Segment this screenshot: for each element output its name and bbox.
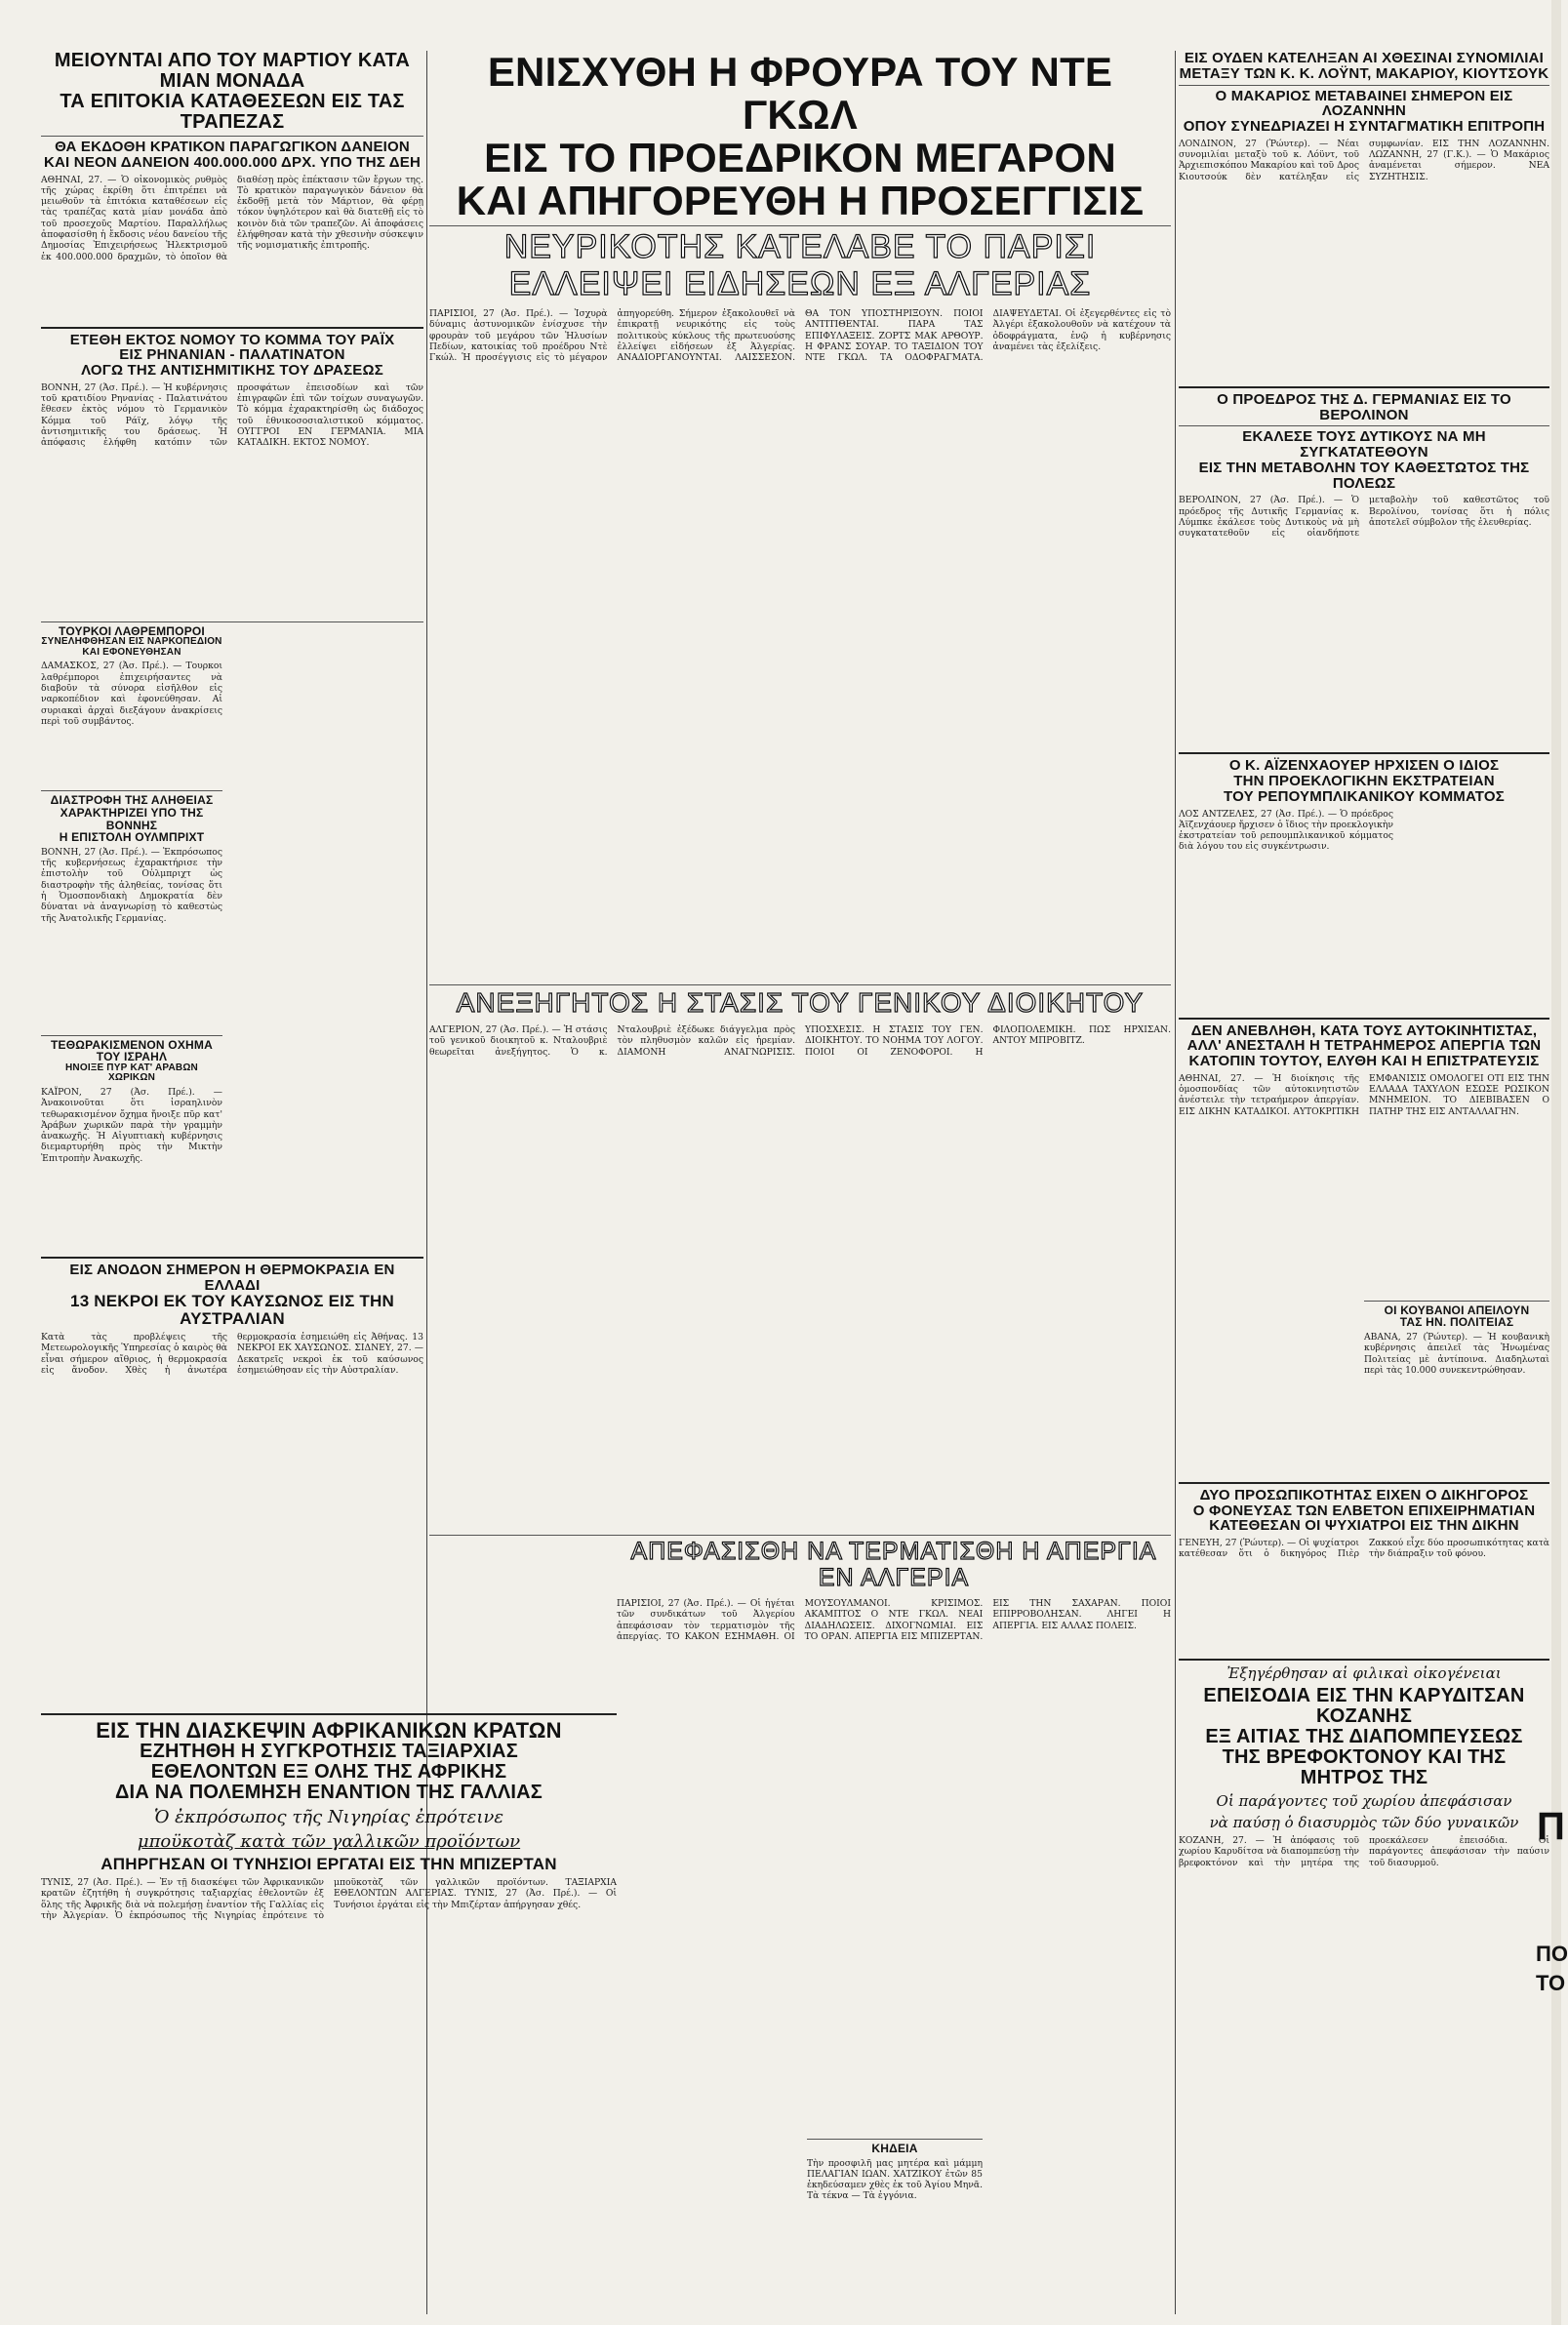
divider [429, 984, 1171, 985]
headline: Ο Κ. ΑΪΖΕΝΧΑΟΥΕΡ ΗΡΧΙΣΕΝ Ο ΙΔΙΟΣ [1228, 757, 1500, 775]
outline-headline: ΑΝΕΞΗΓΗΤΟΣ Η ΣΤΑΣΙΣ ΤΟΥ ΓΕΝΙΚΟΥ ΔΙΟΙΚΗΤΟΥ [456, 987, 1145, 1019]
article-body: ΚΟΖΑΝΗ, 27. — Ἡ ἀπόφασις τοῦ χωρίου Καρυδίτσα νὰ διαπομπεύσῃ τὴν βρεφοκτόνον καὶ τὴν μητέρα της προεκάλεσεν ἐπεισόδια. Οἱ παράγοντες ἀπεφάσισαν τὴν παύσιν τοῦ διασυρμοῦ. [1179, 1835, 1549, 1868]
article-reich-party [41, 333, 423, 619]
subheadline: Ὁ ἐκπρόσωπος τῆς Νιγηρίας ἐπρότεινε [153, 1807, 503, 1828]
center-column [429, 51, 1171, 2285]
headline: ΛΟΓΩ ΤΗΣ ΑΝΤΙΣΗΜΙΤΙΚΗΣ ΤΟΥ ΔΡΑΣΕΩΣ [81, 362, 383, 379]
article-lawyer [1179, 1488, 1549, 1655]
main-headline: ΚΑΙ ΑΠΗΓΟΡΕΥΘΗ Η ΠΡΟΣΕΓΓΙΣΙΣ [456, 178, 1145, 224]
headline: ΔΙΑΣΤΡΟΦΗ ΤΗΣ ΑΛΗΘΕΙΑΣ ΧΑΡΑΚΤΗΡΙΖΕΙ ΥΠΟ ΤΗΣ ΒΟΝΝΗΣ [50, 793, 214, 832]
article-berlin [1179, 392, 1549, 749]
article-body: ΑΒΑΝΑ, 27 (Ῥώυτερ). — Ἡ κουβανικὴ κυβέρνησις ἀπειλεῖ τὰς Ἡνωμένας Πολιτείας μὲ ἀντίποινα. Διαδηλωταὶ περὶ τὰς 10.000 συνεκεντρώθησαν. [1364, 1331, 1549, 1376]
divider [1179, 1659, 1549, 1661]
headline: ΔΕΝ ΑΝΕΒΛΗΘΗ, ΚΑΤΑ ΤΟΥΣ ΑΥΤΟΚΙΝΗΤΙΣΤΑΣ, [1190, 1022, 1538, 1039]
article-body: ΛΟΣ ΑΝΤΖΕΛΕΣ, 27 (Ἀσ. Πρέ.). — Ὁ πρόεδρος Ἀϊζενχάουερ ἤρχισεν ὁ ἴδιος τὴν προεκλογικὴν ἐκστρατείαν τοῦ ρεπουμπλικανικοῦ κόμματος διὰ λόγου του εἰς συγκέντρωσιν. [1179, 808, 1393, 853]
article-kozani [1179, 1664, 1549, 2128]
headline: ΤΑ ΕΠΙΤΟΚΙΑ ΚΑΤΑΘΕΣΕΩΝ ΕΙΣ ΤΑΣ ΤΡΑΠΕΖΑΣ [60, 91, 405, 133]
subheadline: ΑΠΗΡΓΗΣΑΝ ΟΙ ΤΥΝΗΣΙΟΙ ΕΡΓΑΤΑΙ ΕΙΣ ΤΗΝ ΜΠΙΖΕΡΤΑΝ [101, 1855, 557, 1874]
divider [1179, 85, 1549, 86]
headline: ΕΙΣ ΤΗΝ ΔΙΑΣΚΕΨΙΝ ΑΦΡΙΚΑΝΙΚΩΝ ΚΡΑΤΩΝ [96, 1718, 562, 1743]
edge-letter: ΠΟ [1536, 1942, 1568, 1966]
article-body: ΠΑΡΙΣΙΟΙ, 27 (Ἀσ. Πρέ.). — Οἱ ἡγέται τῶν συνδικάτων τοῦ Ἀλγερίου ἀπεφάσισαν τὸν τερματισμὸν τῆς ἀπεργίας. ΤΟ ΚΑΚΟΝ ΕΣΗΜΑΘΗ. ΟΙ ΜΟΥΣΟΥΛΜΑΝΟΙ. ΚΡΙΣΙΜΟΣ. ΑΚΑΜΠΤΟΣ Ο ΝΤΕ ΓΚΩΛ. ΝΕΑΙ ΔΙΑΔΗΛΩΣΕΙΣ. ΔΙΧΟΓΝΩΜΙΑΙ. ΕΙΣ ΤΟ ΟΡΑΝ. ΑΠΕΡΓΙΑ ΕΙΣ ΜΠΙΖΕΡΤΑΝ. ΕΙΣ ΤΗΝ ΣΑΧΑΡΑΝ. ΠΟΙΟΙ ΕΠΙΡΡΟΒΟΛΗΣΑΝ. ΛΗΓΕΙ Η ΑΠΕΡΓΙΑ. ΕΙΣ ΑΛΛΑΣ ΠΟΛΕΙΣ. [617, 1597, 1171, 1642]
divider [1179, 386, 1549, 388]
article-body: ΚΑΪΡΟΝ, 27 (Ἀσ. Πρέ.). — Ἀνακοινοῦται ὅτι ἰσραηλινὸν τεθωρακισμένον ὄχημα ἤνοιξε πῦρ κατ' Ἀράβων χωρικῶν παρὰ τὴν γραμμὴν ἀνακωχῆς. Ἡ Αἰγυπτιακὴ κυβέρνησις διεμαρτυρήθη πρὸς τὴν Μικτὴν Ἐπιτροπὴν Ἀνακωχῆς. [41, 1086, 222, 1164]
edge-letter: ΤΟ [1536, 1971, 1566, 1995]
main-headline: ΕΝΙΣΧΥΘΗ Η ΦΡΟΥΡΑ ΤΟΥ ΝΤΕ ΓΚΩΛ [487, 49, 1113, 139]
subheadline: ΘΑ ΕΚΔΟΘΗ ΚΡΑΤΙΚΟΝ ΠΑΡΑΓΩΓΙΚΟΝ ΔΑΝΕΙΟΝ [55, 139, 410, 155]
divider [41, 790, 222, 791]
outline-headline: ΝΕΥΡΙΚΟΤΗΣ ΚΑΤΕΛΑΒΕ ΤΟ ΠΑΡΙΣΙ [503, 228, 1097, 266]
headline: ΕΠΕΙΣΟΔΙΑ ΕΙΣ ΤΗΝ ΚΑΡΥΔΙΤΣΑΝ ΚΟΖΑΝΗΣ [1203, 1685, 1525, 1728]
article-body: ΒΟΝΝΗ, 27 (Ἀσ. Πρέ.). — Ἡ κυβέρνησις τοῦ κρατιδίου Ρηνανίας - Παλατινάτου ἔθεσεν ἐκτὸς νόμου τὸ Γερμανικὸν Κόμμα τοῦ Ράϊχ, λόγῳ τῆς ἀντισημιτικῆς του δράσεως. Ἡ ἀπόφασις ἐλήφθη κατόπιν τῶν προσφάτων ἐπεισοδίων καὶ τῶν ἐπιγραφῶν ἐπὶ τῶν τοίχων συναγωγῶν. Τὸ κόμμα ἐχαρακτηρίσθη ὡς διάδοχος τοῦ ἐθνικοσοσιαλιστικοῦ κόμματος. ΟΥΓΓΡΟΙ ΕΝ ΓΕΡΜΑΝΙΑ. ΜΙΑ ΚΑΤΑΔΙΚΗ. ΕΚΤΟΣ ΝΟΜΟΥ. [41, 381, 423, 449]
article-body: ΒΕΡΟΛΙΝΟΝ, 27 (Ἀσ. Πρέ.). — Ὁ πρόεδρος τῆς Δυτικῆς Γερμανίας κ. Λύμπκε ἐκάλεσε τοὺς Δυτικοὺς νὰ μὴ συγκατατεθοῦν εἰς οἱανδήποτε μεταβολὴν τοῦ καθεστῶτος τοῦ Βερολίνου, τονίσας ὅτι ἡ πόλις ἀποτελεῖ σύμβολον τῆς ἐλευθερίας. [1179, 495, 1549, 540]
divider [1364, 1301, 1549, 1302]
column-rule [1175, 51, 1176, 2314]
headline: ΤΟΥ ΡΕΠΟΥΜΠΛΙΚΑΝΙΚΟΥ ΚΟΜΜΑΤΟΣ [1224, 787, 1505, 805]
divider [41, 136, 423, 137]
article-drivers-strike [1179, 1023, 1549, 1298]
divider [807, 2139, 983, 2140]
subheadline: ΕΙΣ ΤΗΝ ΜΕΤΑΒΟΛΗΝ ΤΟΥ ΚΑΘΕΣΤΩΤΟΣ ΤΗΣ ΠΟΛΕΩΣ [1198, 459, 1530, 492]
article-eisenhower [1179, 758, 1549, 1013]
article-body: ΑΘΗΝΑΙ, 27. — Ἡ διοίκησις τῆς ὁμοσπονδίας τῶν αὐτοκινητιστῶν ἀνέστειλε τὴν τετραήμερον ἀπεργίαν. ΕΙΣ ΔΙΚΗΝ ΚΑΤΑΔΙΚΟΙ. ΑΥΤΟΚΡΙΤΙΚΗ ΕΜΦΑΝΙΣΙΣ ΟΜΟΛΟΓΕΙ ΟΤΙ ΕΙΣ ΤΗΝ ΕΛΛΑΔΑ ΤΑΧΥΛΟΝ ΕΣΩΣΕ ΡΩΣΙΚΟΝ ΜΝΗΜΕΙΟΝ. ΤΟ ΔΙΕΒΙΒΑΣΕΝ Ο ΠΑΤΗΡ ΤΗΣ ΕΙΣ ΑΝΤΑΛΛΑΓΗΝ. [1179, 1072, 1549, 1117]
article-interest-rates [41, 51, 423, 323]
subheadline: ΟΠΟΥ ΣΥΝΕΔΡΙΑΖΕΙ Η ΣΥΝΤΑΓΜΑΤΙΚΗ ΕΠΙΤΡΟΠΗ [1183, 118, 1546, 135]
headline: ΚΑΤΟΠΙΝ ΤΟΥΤΟΥ, ΕΛΥΘΗ ΚΑΙ Η ΕΠΙΣΤΡΑΤΕΥΣΙΣ [1188, 1053, 1540, 1069]
article-body: ΑΘΗΝΑΙ, 27. — Ὁ οἰκονομικὸς ρυθμὸς τῆς χώρας ἐκρίθη ὅτι ἐπιτρέπει νὰ μειωθοῦν τὰ ἐπιτόκια καταθέσεων εἰς τὰς τραπέζας κατὰ μίαν μονάδα ἀπὸ τοῦ προσεχοῦς Μαρτίου. Παραλλήλως ἀποφασίσθη ἡ ἔκδοσις νέου δανείου τῆς Δημοσίας Ἐπιχειρήσεως Ἠλεκτρισμοῦ ἐκ 400.000.000 δραχμῶν, τὸ ὁποῖον θὰ διαθέσῃ πρὸς ἐπέκτασιν τῶν ἔργων της. Τὸ κρατικὸν παραγωγικὸν δάνειον θὰ ἐκδοθῇ μετὰ τὸν Μάρτιον, θὰ φέρῃ τόκον ὑψηλότερον καὶ θὰ διατεθῇ εἰς τὸ κοινὸν διὰ τῶν τραπεζῶν. Αἱ ἀποφάσεις ἐλήφθησαν κατὰ τὴν χθεσινὴν σύσκεψιν τῆς νομισματικῆς ἐπιτροπῆς. [41, 174, 423, 262]
divider [41, 621, 423, 622]
headline: ΕΞ ΑΙΤΙΑΣ ΤΗΣ ΔΙΑΠΟΜΠΕΥΣΕΩΣ [1205, 1726, 1523, 1748]
article-body: ΛΟΝΔΙΝΟΝ, 27 (Ῥώυτερ). — Νέαι συνομιλίαι μεταξὺ τοῦ κ. Λόϋντ, τοῦ Ἀρχιεπισκόπου Μακαρίου καὶ τοῦ Δρος Κιουτσούκ δὲν κατέληξαν εἰς συμφωνίαν. ΕΙΣ ΤΗΝ ΛΟΖΑΝΝΗΝ. ΛΩΖΑΝΝΗ, 27 (Γ.Κ.). — Ὁ Μακάριος ἀναμένεται σήμερον. ΝΕΑ ΣΥΖΗΤΗΣΙΣ. [1179, 138, 1549, 182]
left-column [41, 51, 423, 1527]
kicker: Ἐξηγέρθησαν αἱ φιλικαὶ οἰκογένειαι [1226, 1664, 1502, 1683]
divider [1179, 1482, 1549, 1484]
divider [1179, 425, 1549, 426]
subheadline: Οἱ παράγοντες τοῦ χωρίου ἀπεφάσισαν [1216, 1792, 1512, 1811]
headline: ΑΛΛ' ΑΝΕΣΤΑΛΗ Η ΤΕΤΡΑΗΜΕΡΟΣ ΑΠΕΡΓΙΑ ΤΩΝ [1186, 1037, 1542, 1055]
article-body: ΓΕΝΕΥΗ, 27 (Ῥώυτερ). — Οἱ ψυχίατροι κατέθεσαν ὅτι ὁ δικηγόρος Πιὲρ Ζακκού εἶχε δύο προσωπικότητας κατὰ τὴν διάπραξιν τοῦ φόνου. [1179, 1538, 1549, 1560]
article-temperature [41, 1263, 423, 1527]
headline: ΕΙΣ ΟΥΔΕΝ ΚΑΤΕΛΗΞΑΝ ΑΙ ΧΘΕΣΙΝΑΙ ΣΥΝΟΜΙΛΙΑΙ [1184, 50, 1545, 66]
headline: ΕΙΣ ΑΝΟΔΟΝ ΣΗΜΕΡΟΝ Η ΘΕΡΜΟΚΡΑΣΙΑ ΕΝ ΕΛΛΑΔΙ [69, 1261, 395, 1294]
divider [41, 327, 423, 329]
headline: ΔΥΟ ΠΡΟΣΩΠΙΚΟΤΗΤΑΣ ΕΙΧΕΝ Ο ΔΙΚΗΓΟΡΟΣ [1199, 1486, 1529, 1503]
headline: Η ΕΠΙΣΤΟΛΗ ΟΥΛΜΠΡΙΧΤ [59, 830, 205, 845]
subheadline: ΚΑΙ ΝΕΟΝ ΔΑΝΕΙΟΝ 400.000.000 ΔΡΧ. ΥΠΟ ΤΗΣ ΔΕΗ [43, 153, 421, 171]
lead-story-de-gaulle [429, 51, 1171, 982]
divider [41, 1257, 423, 1259]
divider [1179, 752, 1549, 754]
article-body: ΒΟΝΝΗ, 27 (Ἀσ. Πρέ.). — Ἐκπρόσωπος τῆς κυβερνήσεως ἐχαρακτήρισε τὴν ἐπιστολὴν τοῦ Οὐλμπριχτ ὡς διαστροφὴν τῆς ἀληθείας, τονίσας ὅτι ἡ Ὁμοσπονδιακὴ Δημοκρατία δὲν δύναται νὰ ἀναγνωρίσῃ τὸ καθεστὼς τῆς Ἀνατολικῆς Γερμανίας. [41, 846, 222, 924]
article-cyprus-talks [1179, 51, 1549, 382]
article-body: Κατὰ τὰς προβλέψεις τῆς Μετεωρολογικῆς Ὑπηρεσίας ὁ καιρὸς θὰ εἶναι σήμερον αἴθριος, ἡ θερμοκρασία εἰς ἄνοδον. Χθὲς ἡ ἀνωτέρα θερμοκρασία ἐσημειώθη εἰς Ἀθήνας. 13 ΝΕΚΡΟΙ ΕΚ ΧΑΥΣΩΝΟΣ. ΣΙΔΝΕΥ, 27. — Δεκατρεῖς νεκροὶ ἐκ τοῦ καύσωνος ἐσημειώθησαν εἰς τὴν Αὐστραλίαν. [41, 1332, 423, 1376]
subheadline: μποϋκοτὰζ κατὰ τῶν γαλλικῶν προϊόντων [137, 1831, 521, 1853]
article-body: ΤΥΝΙΣ, 27 (Ἀσ. Πρέ.). — Ἐν τῇ διασκέψει τῶν Ἀφρικανικῶν κρατῶν ἐζητήθη ἡ συγκρότησις ταξιαρχίας ἐθελοντῶν ἐξ ὅλης τῆς Ἀφρικῆς διὰ νὰ πολεμήσῃ ἐναντίον τῆς Γαλλίας εἰς τὴν Ἀλγερίαν. Ὁ ἐκπρόσωπος τῆς Νιγηρίας ἐπρότεινε τὸ μποϋκοτὰζ τῶν γαλλικῶν προϊόντων. ΤΑΞΙΑΡΧΙΑ ΕΘΕΛΟΝΤΩΝ ΑΛΓΕΡΙΑΣ. ΤΥΝΙΣ, 27 (Ἀσ. Πρέ.). — Οἱ Τυνήσιοι ἐργάται εἰς τὴν Μπιζέρταν ἀπήργησαν χθές. [41, 1876, 617, 1921]
subheadline: ΣΥΝΕΛΗΦΘΗΣΑΝ ΕΙΣ ΝΑΡΚΟΠΕΔΙΟΝ ΚΑΙ ΕΦΟΝΕΥΘΗΣΑΝ [41, 636, 222, 658]
headline: ΚΑΤΕΘΕΣΑΝ ΟΙ ΨΥΧΙΑΤΡΟΙ ΕΙΣ ΤΗΝ ΔΙΚΗΝ [1209, 1517, 1519, 1535]
article-cuba [1364, 1301, 1549, 1478]
article-body: ΔΑΜΑΣΚΟΣ, 27 (Ἀσ. Πρέ.). — Τουρκοι λαθρέμποροι ἐπιχειρήσαντες νὰ διαβοῦν τὰ σύνορα εἰσῆλθον εἰς ναρκοπέδιον καὶ ἐφονεύθησαν. Αἱ συριακαὶ ἀρχαὶ διεξάγουν ἀνακρίσεις περὶ τοῦ συμβάντος. [41, 661, 222, 727]
divider [429, 1535, 1171, 1536]
headline: Ο ΠΡΟΕΔΡΟΣ ΤΗΣ Δ. ΓΕΡΜΑΝΙΑΣ ΕΙΣ ΤΟ ΒΕΡΟΛΙΝΟΝ [1217, 390, 1511, 423]
subheadline: νὰ παύσῃ ὁ διασυρμὸς τῶν δύο γυναικῶν [1209, 1814, 1519, 1832]
headline: ΜΕΤΑΞΥ ΤΩΝ Κ. Κ. ΛΟΫΝΤ, ΜΑΚΑΡΙΟΥ, ΚΙΟΥΤΣΟΥΚ [1179, 64, 1549, 82]
divider [41, 1035, 222, 1036]
outline-headline: ΕΛΛΕΙΨΕΙ ΕΙΔΗΣΕΩΝ ΕΞ ΑΛΓΕΡΙΑΣ [508, 264, 1092, 302]
headline: ΤΑΣ ΗΝ. ΠΟΛΙΤΕΙΑΣ [1399, 1315, 1514, 1330]
headline: 13 ΝΕΚΡΟΙ ΕΚ ΤΟΥ ΚΑΥΣΩΝΟΣ ΕΙΣ ΤΗΝ ΑΥΣΤΡΑΛΙΑΝ [70, 1292, 394, 1329]
headline: Ο ΦΟΝΕΥΣΑΣ ΤΩΝ ΕΛΒΕΤΟΝ ΕΠΙΧΕΙΡΗΜΑΤΙΑΝ [1192, 1502, 1536, 1519]
headline: ΕΤΕΘΗ ΕΚΤΟΣ ΝΟΜΟΥ ΤΟ ΚΟΜΜΑ ΤΟΥ ΡΑΪΧ [69, 331, 395, 348]
divider [429, 225, 1171, 226]
headline: ΤΗΣ ΒΡΕΦΟΚΤΟΝΟΥ ΚΑΙ ΤΗΣ ΜΗΤΡΟΣ ΤΗΣ [1222, 1746, 1507, 1789]
headline: ΤΗΝ ΠΡΟΕΚΛΟΓΙΚΗΝ ΕΚΣΤΡΑΤΕΙΑΝ [1233, 773, 1495, 789]
notice-body: Τὴν προσφιλῆ μας μητέρα καὶ μάμμη ΠΕΛΑΓΙΑΝ ΙΩΑΝ. ΧΑΤΖΙΚΟΥ ἐτῶν 85 ἐκηδεύσαμεν χθὲς ἐκ τοῦ Ἁγίου Μηνᾶ. Τὰ τέκνα — Τὰ ἐγγόνια. [807, 2157, 983, 2202]
notice-title: ΚΗΔΕΙΑ [871, 2141, 918, 2155]
right-column [1179, 51, 1549, 2128]
funeral-notice [807, 2139, 983, 2285]
divider [1179, 1018, 1549, 1020]
headline: ΕΖΗΤΗΘΗ Η ΣΥΓΚΡΟΤΗΣΙΣ ΤΑΞΙΑΡΧΙΑΣ [140, 1741, 518, 1763]
article-strike-algeria [617, 1539, 1171, 2285]
headline: ΔΙΑ ΝΑ ΠΟΛΕΜΗΣΗ ΕΝΑΝΤΙΟΝ ΤΗΣ ΓΑΛΛΙΑΣ [114, 1782, 543, 1804]
headline: ΟΙ ΚΟΥΒΑΝΟΙ ΑΠΕΙΛΟΥΝ [1384, 1303, 1530, 1317]
headline: ΜΕΙΟΥΝΤΑΙ ΑΠΟ ΤΟΥ ΜΑΡΤΙΟΥ ΚΑΤΑ ΜΙΑΝ ΜΟΝΑΔΑ [54, 50, 411, 92]
edge-letter: Π [1537, 1805, 1565, 1848]
article-turkish-smugglers [41, 625, 222, 1253]
main-headline: ΕΙΣ ΤΟ ΠΡΟΕΔΡΙΚΟΝ ΜΕΓΑΡΟΝ [484, 135, 1116, 181]
outline-headline: ΑΠΕΦΑΣΙΣΘΗ ΝΑ ΤΕΡΜΑΤΙΣΘΗ Η ΑΠΕΡΓΙΑ ΕΝ ΑΛΓΕΡΙΑ [630, 1537, 1157, 1592]
headline: ΤΕΘΩΡΑΚΙΣΜΕΝΟΝ ΟΧΗΜΑ ΤΟΥ ΙΣΡΑΗΛ [51, 1037, 213, 1064]
article-body: ΑΛΓΕΡΙΟΝ, 27 (Ἀσ. Πρέ.). — Ἡ στάσις τοῦ γενικοῦ διοικητοῦ κ. Νταλουβριὲ θεωρεῖται ἀνεξήγητος. Ὁ κ. Νταλουβριὲ ἐξέδωκε διάγγελμα πρὸς τὸν πληθυσμὸν καλῶν εἰς ἠρεμίαν. ΔΙΑΜΟΝΗ ΑΝΑΓΝΩΡΙΣΙΣ. ΥΠΟΣΧΕΣΙΣ. Η ΣΤΑΣΙΣ ΤΟΥ ΓΕΝ. ΔΙΟΙΚΗΤΟΥ. ΤΟ ΝΟΗΜΑ ΤΟΥ ΛΟΓΟΥ. ΠΟΙΟΙ ΟΙ ΖΕΝΟΦΟΡΟΙ. Η ΦΙΛΟΠΟΛΕΜΙΚΗ. ΠΩΣ ΗΡΧΙΣΑΝ. ΑΝΤΟΥ ΜΠΡΟΒΙΤΖ. [429, 1023, 1171, 1058]
subheadline: Ο ΜΑΚΑΡΙΟΣ ΜΕΤΑΒΑΙΝΕΙ ΣΗΜΕΡΟΝ ΕΙΣ ΛΟΖΑΝΝΗΝ [1215, 87, 1513, 120]
headline: ΕΙΣ ΡΗΝΑΝΙΑΝ - ΠΑΛΑΤΙΝΑΤΟΝ [119, 346, 345, 364]
article-body: ΠΑΡΙΣΙΟΙ, 27 (Ἀσ. Πρέ.). — Ἰσχυρὰ δύναμις ἀστυνομικῶν ἐνίσχυσε τὴν φρουρὰν τοῦ μεγάρου τῶν Ἠλυσίων Πεδίων, κατοικίας τοῦ προέδρου Ντὲ Γκώλ. Ἡ προσέγγισις εἰς τὸ μέγαρον ἀπηγορεύθη. Σήμερον ἐξακολουθεῖ νὰ ἐπικρατῇ νευρικότης εἰς τοὺς πολιτικοὺς κύκλους τῆς πρωτευούσης ἐλλείψει εἰδήσεων ἐξ Ἀλγερίας. ΑΝΑΔΙΟΡΓΑΝΟΥΝΤΑΙ. ΛΑΙΣΣΕΣΟΝ. ΘΑ ΤΟΝ ΥΠΟΣΤΗΡΙΞΟΥΝ. ΠΟΙΟΙ ΑΝΤΙΤΙΘΕΝΤΑΙ. ΠΑΡΑ ΤΑΣ ΕΠΙΦΥΛΑΞΕΙΣ. ΖΟΡΤΣ ΜΑΚ ΑΡΘΟΥΡ. Η ΦΡΑΝΣ ΣΟΥΑΡ. ΤΟ ΤΑΞΙΔΙΟΝ ΤΟΥ ΝΤΕ ΓΚΩΛ. ΤΑ ΟΔΟΦΡΑΓΜΑΤΑ. ΔΙΑΨΕΥΔΕΤΑΙ. Οἱ ἐξεγερθέντες εἰς τὸ Ἀλγέρι ἐξακολουθοῦν νὰ κατέχουν τὰ ὁδοφράγματα, ἐνῷ ἡ κυβέρνησις ἀναμένει τὰς ἐξελίξεις. [429, 308, 1171, 364]
headline: ΤΟΥΡΚΟΙ ΛΑΘΡΕΜΠΟΡΟΙ [59, 623, 205, 638]
subheadline: ΕΚΑΛΕΣΕ ΤΟΥΣ ΔΥΤΙΚΟΥΣ ΝΑ ΜΗ ΣΥΓΚΑΤΑΤΕΘΟΥΝ [1242, 428, 1486, 461]
headline: ΕΘΕΛΟΝΤΩΝ ΕΞ ΟΛΗΣ ΤΗΣ ΑΦΡΙΚΗΣ [150, 1761, 507, 1784]
subheadline: ΗΝΟΙΞΕ ΠΥΡ ΚΑΤ' ΑΡΑΒΩΝ ΧΩΡΙΚΩΝ [65, 1062, 198, 1084]
article-governor [429, 988, 1171, 1532]
